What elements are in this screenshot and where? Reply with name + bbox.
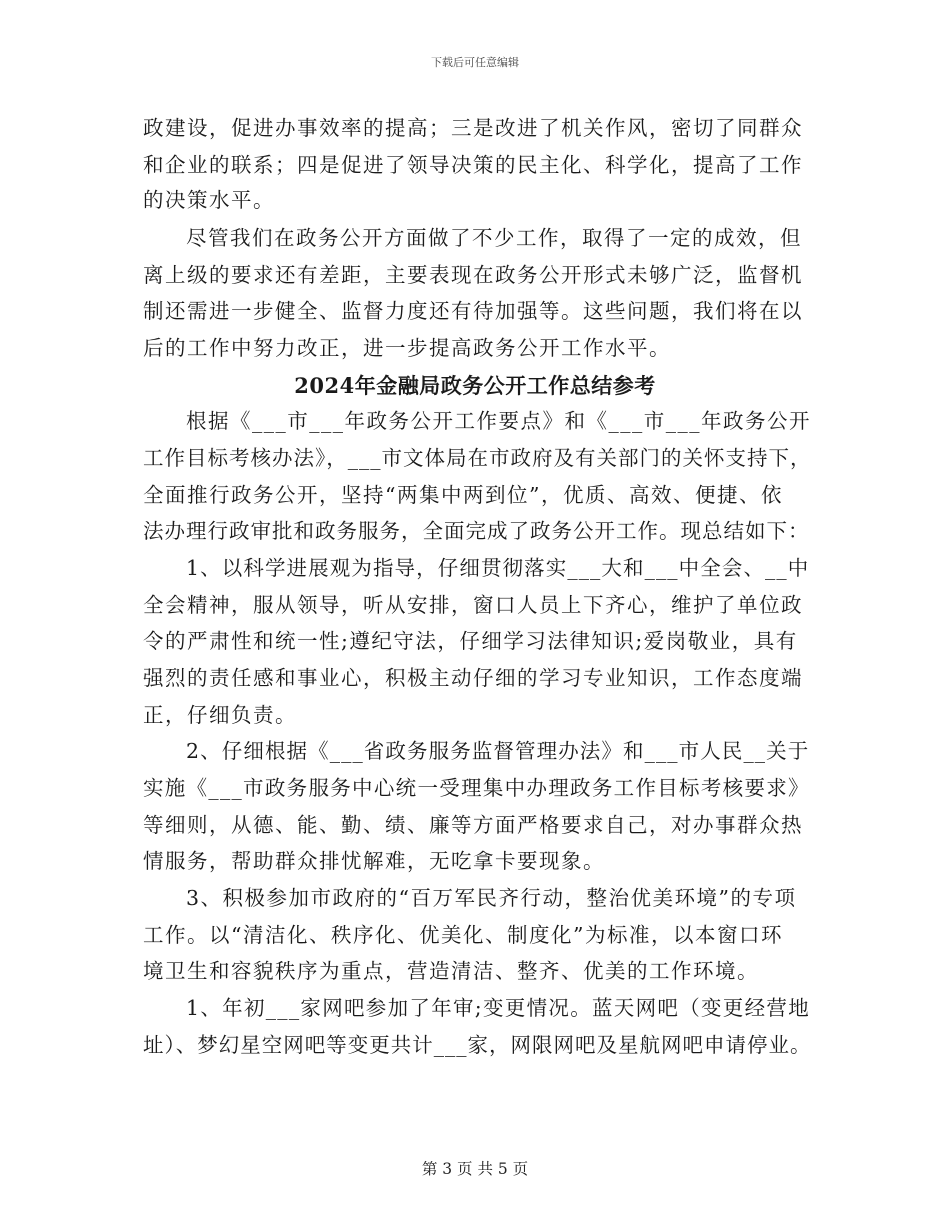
body-line: 1、年初___家网吧参加了年审;变更情况。蓝天网吧（变更经营地 [186,996,810,1020]
page-footer: 第 3 页 共 5 页 [421,1160,529,1178]
body-line: 址）、梦幻星空网吧等变更共计___家，网限网吧及星航网吧申请停业。 [143,1033,812,1057]
body-line: 法办理行政审批和政务服务，全面完成了政务公开工作。现总结如下： [143,519,810,543]
body-line: 正，仔细负责。 [143,703,297,727]
header-note: 下载后可任意编辑 [431,56,519,69]
body-line: 后的工作中努力改正，进一步提高政务公开工作水平。 [143,336,671,360]
body-line: 尽管我们在政务公开方面做了不少工作，取得了一定的成效，但 [186,226,802,250]
body-line: 制还需进一步健全、监督力度还有待加强等。这些问题，我们将在以 [143,299,803,323]
body-line: 的决策水平。 [143,188,275,212]
body-line: 强烈的责任感和事业心，积极主动仔细的学习专业知识，工作态度端 [143,666,803,690]
body-line: 实施《___市政务服务中心统一受理集中办理政务工作目标考核要求》 [143,776,810,800]
body-line: 政建设，促进办事效率的提高；三是改进了机关作风，密切了同群众 [143,116,803,140]
body-line: 全会精神，服从领导，听从安排，窗口人员上下齐心，维护了单位政 [143,593,803,617]
body-line: 离上级的要求还有差距，主要表现在政务公开形式未够广泛，监督机 [143,263,803,287]
body-line: 等细则，从德、能、勤、绩、廉等方面严格要求自己，对办事群众热 [143,813,803,837]
body-line: 2、仔细根据《___省政务服务监督管理办法》和___市人民__关于 [186,739,810,763]
body-line: 工作。以“清洁化、秩序化、优美化、制度化”为标准，以本窗口环 [143,923,783,947]
body-line: 3、积极参加市政府的“百万军民齐行动，整治优美环境”的专项 [186,886,797,910]
body-line: 1、以科学进展观为指导，仔细贯彻落实___大和___中全会、__中 [186,556,810,580]
body-line: 和企业的联系；四是促进了领导决策的民主化、科学化，提高了工作 [143,153,803,177]
section-title: 2024年金融局政务公开工作总结参考 [294,373,656,398]
body-line: 境卫生和容貌秩序为重点，营造清洁、整齐、优美的工作环境。 [143,959,759,983]
body-line: 全面推行政务公开，坚持“两集中两到位”，优质、高效、便捷、依 [143,483,783,507]
body-line: 工作目标考核办法》，___市文体局在市政府及有关部门的关怀支持下， [143,446,812,470]
body-line: 根据《___市___年政务公开工作要点》和《___市___年政务公开 [186,409,811,433]
body-line: 令的严肃性和统一性;遵纪守法，仔细学习法律知识;爱岗敬业，具有 [143,629,798,653]
body-line: 情服务，帮助群众排忧解难，无吃拿卡要现象。 [143,849,605,873]
